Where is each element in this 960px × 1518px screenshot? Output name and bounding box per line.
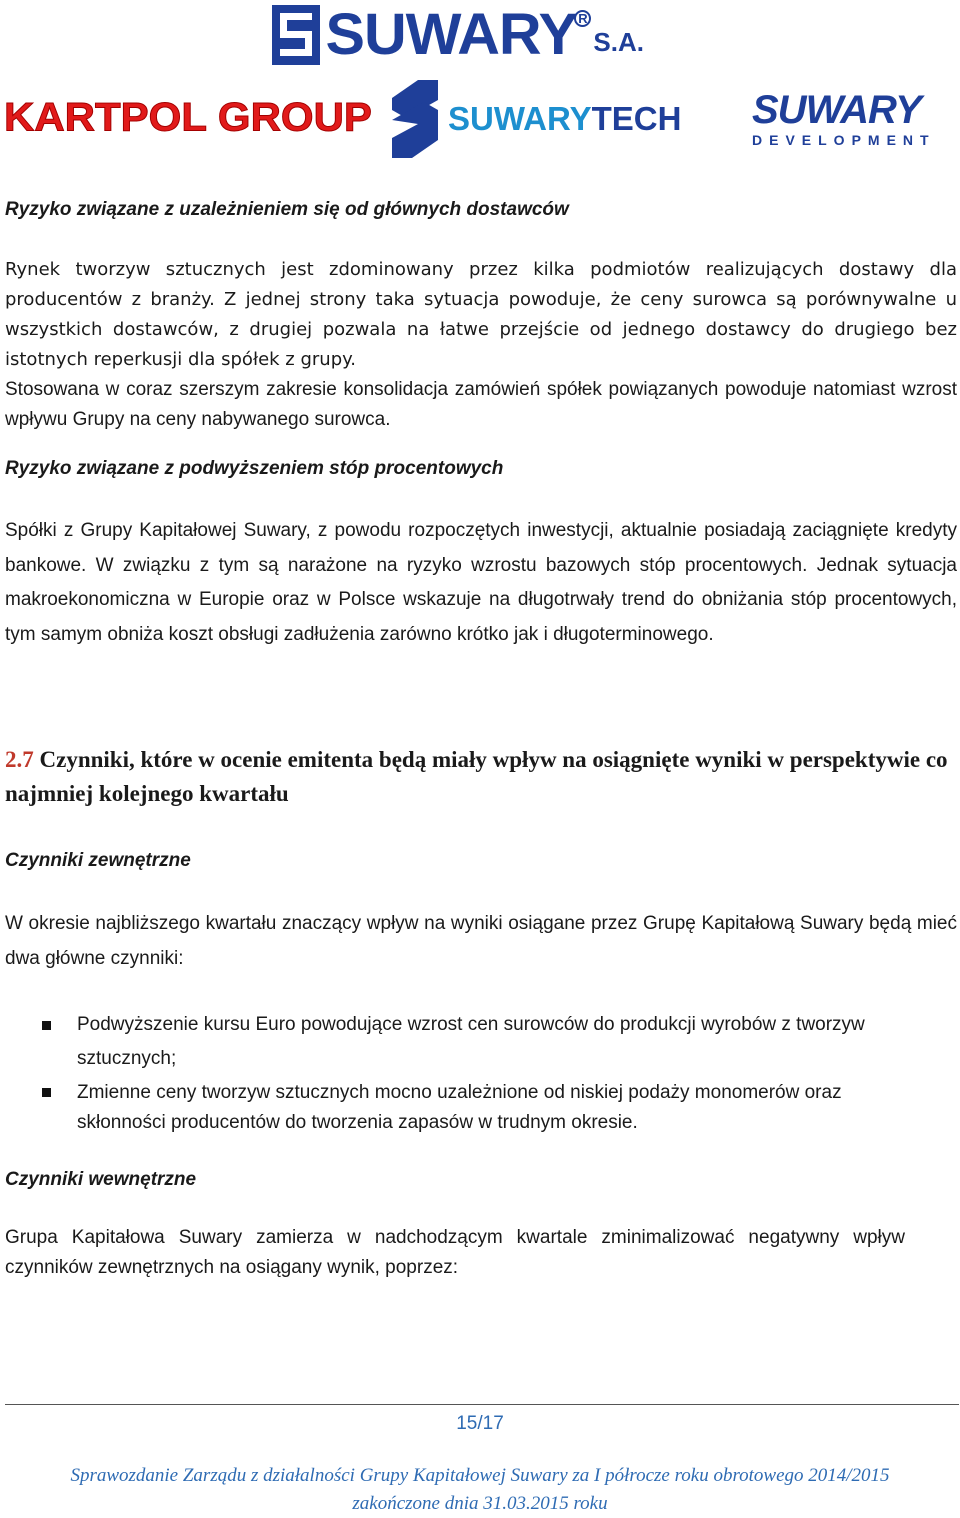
risk-rates-paragraph: Spółki z Grupy Kapitałowej Suwary, z powodu rozpoczętych inwestycji, aktualnie posiadają zaciągnięte kredyty bankowe. W związku z tym są narażone na ryzyko wzrostu bazowych stóp procentowych. Jednak sytuacja makroekonomiczna w Europie oraz w Polsce wskazuje na długotrwały trend do obniżania stóp procentowych, tym samym obniża koszt obsługi zadłużenia zarówno krótko jak i długoterminowego. bbox=[5, 520, 957, 645]
risk-rates-title: Ryzyko związane z podwyższeniem stóp procentowych bbox=[5, 458, 504, 479]
footer-text bbox=[0, 1462, 960, 1518]
footer-divider bbox=[5, 1404, 959, 1405]
suwary-development-logo bbox=[752, 88, 936, 148]
suwarytech-logo-part1: SUWARY bbox=[448, 100, 592, 137]
suwary-sa-logo-suffix: S.A. bbox=[593, 27, 644, 57]
internal-factors-title: Czynniki wewnętrzne bbox=[5, 1169, 197, 1190]
registered-mark: R bbox=[574, 10, 591, 27]
bullet-square-icon bbox=[42, 1088, 51, 1097]
section-heading-2-7 bbox=[5, 743, 957, 811]
external-factors-title: Czynniki zewnętrzne bbox=[5, 850, 191, 871]
internal-factors-paragraph: Grupa Kapitałowa Suwary zamierza w nadchodzącym kwartale zminimalizować negatywny wpływ czynników zewnętrznych na osiągany wynik, poprzez: bbox=[5, 1227, 905, 1278]
external-factors-list bbox=[5, 1008, 935, 1138]
suwary-development-logo-word: SUWARY bbox=[752, 88, 921, 132]
suwarytech-logo bbox=[392, 80, 681, 158]
suwarytech-emblem-icon bbox=[392, 80, 438, 158]
kartpol-group-logo: KARTPOL GROUP bbox=[4, 94, 372, 139]
list-item bbox=[5, 1008, 935, 1076]
suwary-development-logo-sub: DEVELOPMENT bbox=[752, 132, 936, 148]
suwarytech-logo-word bbox=[448, 100, 681, 138]
external-factors-paragraph: W okresie najbliższego kwartału znaczący wpływ na wyniki osiągane przez Grupę Kapitałową Suwary będą mieć dwa główne czynniki: bbox=[5, 913, 957, 969]
suwary-sa-logo-word: SUWARY bbox=[325, 2, 577, 67]
list-item bbox=[5, 1078, 935, 1138]
suwarytech-logo-part2: TECH bbox=[591, 100, 682, 137]
section-heading-text: Czynniki, które w ocenie emitenta będą miały wpływ na osiągnięte wyniki w perspektywie co najmniej kolejnego kwartału bbox=[5, 747, 948, 806]
risk-suppliers-paragraph-1: Rynek tworzyw sztucznych jest zdominowany przez kilka podmiotów realizujących dostawy dla producentów z branży. Z jednej strony taka sytuacja powoduje, że ceny surowca są porównywalne u wszystkich dostawców, z drugiej pozwala na łatwe przejście od jednego dostawcy do drugiego bez istotnych reperkusji dla spółek z grupy. bbox=[5, 259, 957, 370]
section-number: 2.7 bbox=[5, 747, 34, 772]
risk-suppliers-paragraph-2: Stosowana w coraz szerszym zakresie konsolidacja zamówień spółek powiązanych powoduje natomiast wzrost wpływu Grupy na ceny nabywanego surowca. bbox=[5, 379, 957, 430]
bullet-square-icon bbox=[42, 1021, 51, 1030]
suwary-emblem-icon bbox=[272, 5, 320, 65]
suwary-sa-logo bbox=[272, 4, 644, 66]
risk-suppliers-title: Ryzyko związane z uzależnieniem się od głównych dostawców bbox=[5, 199, 569, 220]
list-item-text: Zmienne ceny tworzyw sztucznych mocno uzależnione od niskiej podaży monomerów oraz skłonności producentów do tworzenia zapasów w trudnym okresie. bbox=[77, 1082, 842, 1133]
footer-line-1: Sprawozdanie Zarządu z działalności Grupy Kapitałowej Suwary za I półrocze roku obrotowego 2014/2015 bbox=[70, 1465, 890, 1486]
footer-line-2: zakończone dnia 31.03.2015 roku bbox=[352, 1493, 608, 1514]
page-number: 15/17 bbox=[456, 1413, 504, 1434]
list-item-text: Podwyższenie kursu Euro powodujące wzrost cen surowców do produkcji wyrobów z tworzyw sztucznych; bbox=[77, 1014, 865, 1069]
